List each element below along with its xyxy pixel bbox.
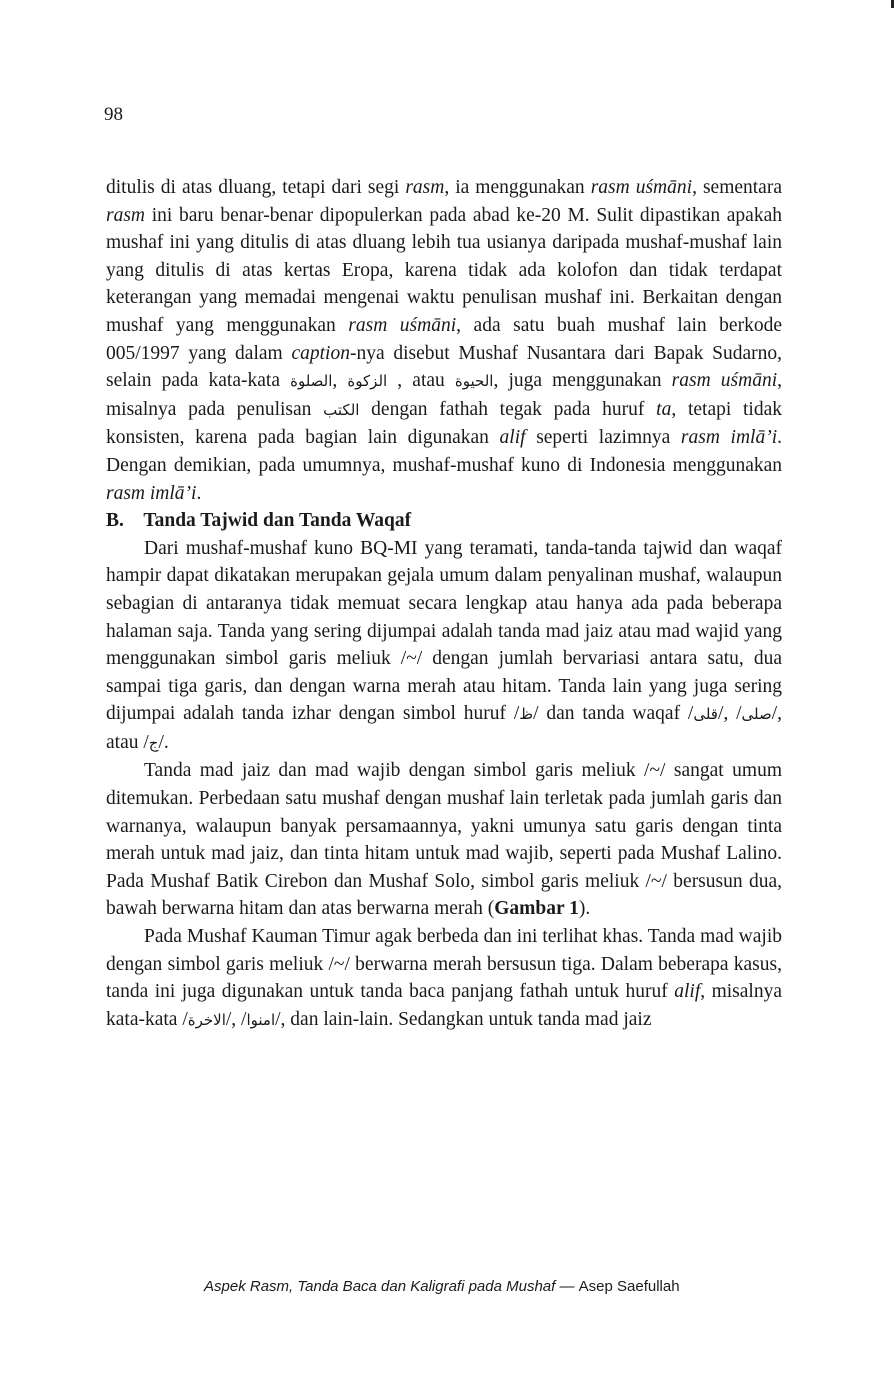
text-run: ditulis di atas dluang, tetapi dari segi — [106, 177, 406, 198]
text-run: ). — [578, 898, 591, 920]
footer-separator: — — [555, 1278, 579, 1295]
text-run: Pada Mushaf Kauman Timur agak berbeda dan ini terlihat khas. Tanda mad wajib dengan simbol garis meliuk /~/ berwarna merah bersusun tiga. Dalam beberapa kasus, tanda ini juga digunakan untuk tanda baca panjang fathah untuk huruf — [106, 926, 782, 1003]
body-paragraph — [106, 923, 782, 1034]
running-footer — [204, 1278, 784, 1295]
page-number: 98 — [104, 104, 123, 125]
arabic-word: الكتب — [323, 400, 360, 419]
arabic-word: ج — [148, 733, 159, 752]
italic-term: alif — [674, 981, 701, 1003]
arabic-word: قلى — [693, 705, 718, 724]
text-run: seperti lazimnya — [525, 427, 681, 449]
text-run: Dari mushaf-mushaf kuno BQ-MI yang teramati, tanda-tanda tajwid dan waqaf hampir dapat dikatakan merupakan gejala umum dalam penyalinan mushaf, walaupun sebagian di antaranya tidak memuat secara lengkap atau hanya ada pada beberapa halaman saja. Tanda yang sering dijumpai adalah tanda mad jaiz atau mad wajid yang menggunakan simbol garis meliuk /~/ dengan jumlah bervariasi antara satu, dua sampai tiga garis, dan dengan warna merah atau hitam. Tanda lain yang juga sering dijumpai adalah tanda izhar dengan simbol huruf / — [106, 537, 782, 725]
italic-term: rasm — [106, 204, 146, 226]
italic-term: rasm uśmāni — [671, 370, 778, 392]
italic-term: rasm uśmāni — [590, 177, 693, 198]
text-run: . — [196, 482, 202, 504]
text-run: /, / — [717, 703, 742, 725]
arabic-word: الصلوة — [290, 372, 333, 391]
italic-term: rasm — [405, 177, 445, 198]
text-run: , misalnya kata-kata / — [106, 981, 782, 1030]
footer-book-title: Aspek Rasm, Tanda Baca dan Kaligrafi pada Mushaf — [204, 1278, 556, 1295]
arabic-word: الحيوة — [454, 372, 494, 391]
italic-term: rasm imlā’i — [106, 482, 197, 504]
text-run: , misalnya pada penulisan — [106, 370, 782, 420]
arabic-word: ظ — [519, 705, 534, 724]
italic-term: ta — [656, 398, 672, 420]
footer-author: Asep Saefullah — [578, 1278, 680, 1295]
arabic-word: الاخرة — [187, 1010, 226, 1029]
body-paragraph — [106, 535, 782, 758]
italic-term: rasm uśmāni — [348, 314, 457, 336]
arabic-word: امنوا — [246, 1010, 276, 1029]
text-run: , ada satu buah mushaf lain berkode 005/1997 yang dalam — [106, 314, 782, 364]
arabic-word: الزكوة — [347, 372, 388, 391]
text-run: -nya disebut Mushaf Nusantara dari Bapak Sudarno, selain pada kata-kata — [106, 342, 783, 392]
bold-reference: Gambar 1 — [494, 898, 579, 920]
text-run: , ia menggunakan — [444, 177, 591, 198]
text-run: Tanda mad jaiz dan mad wajib dengan simbol garis meliuk /~/ sangat umum ditemukan. Perbedaan satu mushaf dengan mushaf lain terletak pada jumlah garis dan warnanya, walaupun banyak persamaannya, yakni umunya satu garis dengan tinta merah untuk mad jaiz, dan tinta hitam untuk mad wajib, seperti pada Mushaf Lalino. Pada Mushaf Batik Cirebon dan Mushaf Solo, simbol garis meliuk /~/ bersusun dua, bawah berwarna hitam dan atas berwarna merah ( — [106, 760, 782, 920]
arabic-word: صلى — [741, 705, 772, 724]
text-run: / dan tanda waqaf / — [533, 703, 694, 725]
text-run: /, / — [225, 1008, 247, 1030]
text-run: /, atau / — [106, 703, 783, 753]
body-text — [106, 174, 782, 1034]
italic-term: alif — [499, 427, 526, 449]
text-run: , tetapi tidak konsisten, karena pada bagian lain digunakan — [106, 398, 782, 449]
text-run: /, dan lain-lain. Sedangkan untuk tanda mad jaiz — [275, 1008, 652, 1030]
text-run: . Dengan demikian, pada umumnya, mushaf-mushaf kuno di Indonesia menggunakan — [106, 427, 782, 476]
text-run: , juga menggunakan — [493, 370, 672, 392]
body-paragraph — [106, 757, 782, 923]
section-heading: B. Tanda Tajwid dan Tanda Waqaf — [106, 510, 412, 532]
italic-term: rasm imlā’i — [680, 427, 778, 449]
italic-term: caption — [291, 342, 350, 364]
text-run: ini baru benar-benar dipopulerkan pada abad ke-20 M. Sulit dipastikan apakah mushaf ini yang ditulis di atas dluang lebih tua usianya daripada mushaf-mushaf lain yang ditulis di atas kertas Eropa, karena tidak ada kolofon dan tidak terdapat keterangan yang memadai mengenai waktu penulisan mushaf ini. Berkaitan dengan mushaf yang menggunakan — [106, 204, 782, 336]
text-run: , — [332, 370, 348, 392]
body-paragraph — [106, 174, 782, 507]
text-run: , sementara — [692, 177, 782, 198]
text-run: , atau — [387, 370, 455, 392]
text-run: dengan fathah tegak pada huruf — [359, 398, 657, 420]
text-run: /. — [158, 731, 169, 753]
